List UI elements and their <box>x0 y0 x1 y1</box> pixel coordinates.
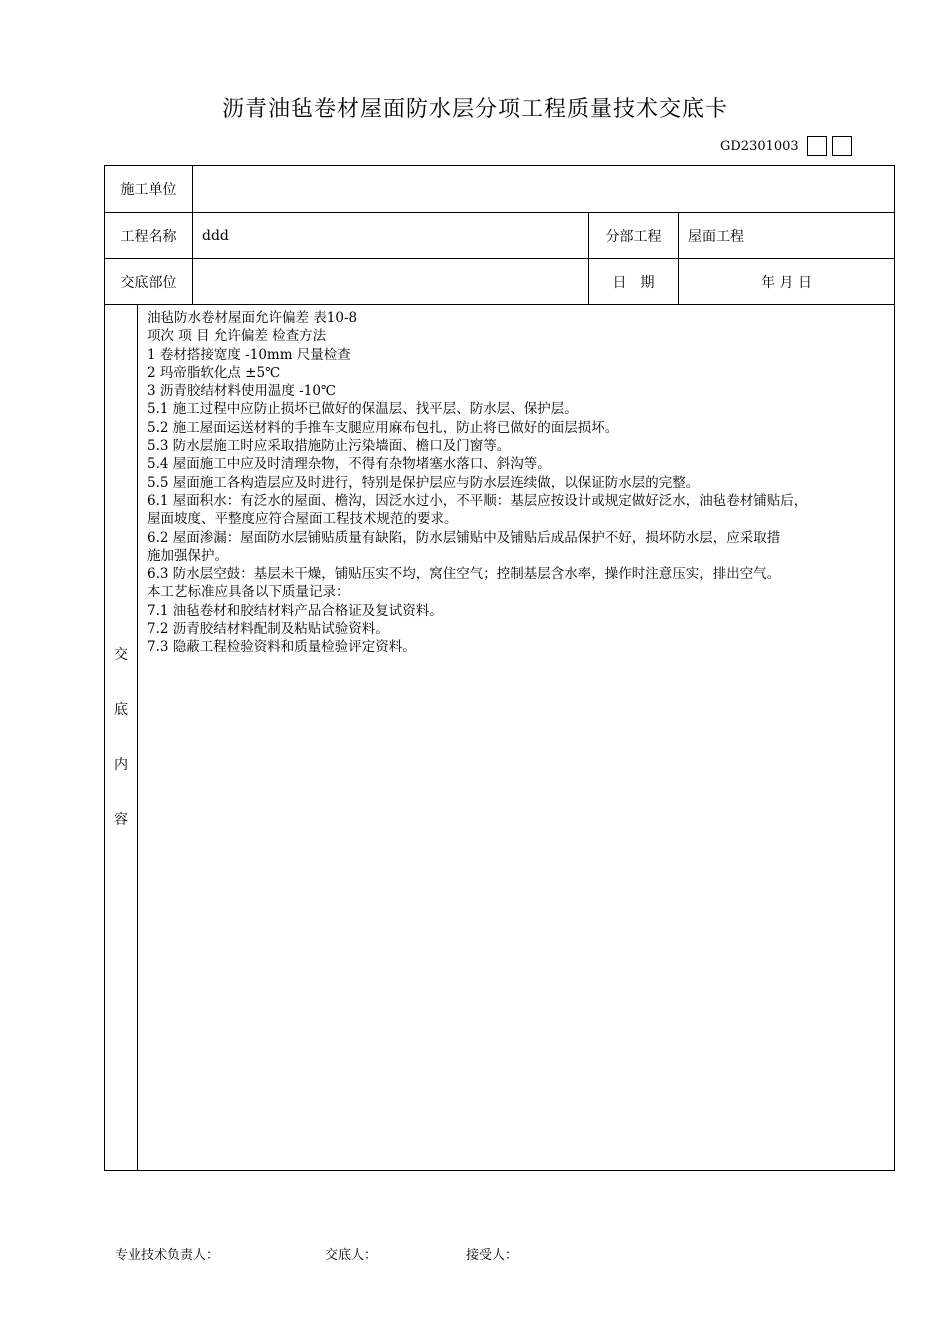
side-char-1: 交 <box>114 646 128 663</box>
content-line: 5.5 屋面施工各构造层应及时进行，特别是保护层应与防水层连续做，以保证防水层的完整。 <box>147 474 700 491</box>
content-line: 1 卷材搭接宽度 -10mm 尺量检查 <box>147 346 351 363</box>
content-side-label <box>105 305 138 1171</box>
code-box-2[interactable] <box>832 136 852 156</box>
content-line: 6.3 防水层空鼓：基层未干燥，铺贴压实不均，窝住空气；控制基层含水率，操作时注意压实，排出空气。 <box>147 566 781 583</box>
unit-value[interactable] <box>193 166 895 213</box>
page-title: 沥青油毡卷材屋面防水层分项工程质量技术交底卡 <box>221 97 728 122</box>
form-row-part <box>105 259 895 305</box>
content-line: 5.1 施工过程中应防止损坏已做好的保温层、找平层、防水层、保护层。 <box>147 401 578 418</box>
form-row-project <box>105 213 895 259</box>
date-label: 日 期 <box>589 259 679 305</box>
document-code-text: GD2301003 <box>720 138 799 154</box>
content-line: 屋面坡度、平整度应符合屋面工程技术规范的要求。 <box>147 511 458 528</box>
side-char-2: 底 <box>114 701 128 718</box>
disclosure-form <box>104 165 895 1171</box>
content-line: 施加强保护。 <box>147 547 228 564</box>
content-body[interactable] <box>138 305 895 1171</box>
form-row-content <box>105 305 895 1171</box>
content-line: 7.2 沥青胶结材料配制及粘贴试验资料。 <box>147 621 389 638</box>
tech-lead-signature[interactable]: 专业技术负责人： <box>115 1248 220 1263</box>
content-line: 项次 项 目 允许偏差 检查方法 <box>147 328 327 345</box>
part-value[interactable] <box>193 259 589 305</box>
unit-label: 施工单位 <box>105 166 193 213</box>
date-value[interactable]: 年 月 日 <box>679 259 895 305</box>
content-line: 2 玛帝脂软化点 ±5℃ <box>147 364 281 381</box>
code-box-1[interactable] <box>807 136 827 156</box>
project-label: 工程名称 <box>105 213 193 259</box>
sub-project-label: 分部工程 <box>589 213 679 259</box>
content-line: 6.1 屋面积水：有泛水的屋面、檐沟，因泛水过小，不平顺：基层应按设计或规定做好泛水，油毡卷材铺贴后， <box>147 492 808 509</box>
content-line: 5.4 屋面施工中应及时清理杂物，不得有杂物堵塞水落口、斜沟等。 <box>147 456 551 473</box>
receiver-signature[interactable]: 接受人： <box>466 1248 519 1263</box>
content-line: 油毡防水卷材屋面允许偏差 表10-8 <box>147 310 358 326</box>
part-label: 交底部位 <box>105 259 193 305</box>
document-code <box>720 136 852 156</box>
content-line: 6.2 屋面渗漏：屋面防水层铺贴质量有缺陷，防水层铺贴中及铺贴后成品保护不好，损坏防水层，应采取措 <box>147 529 781 546</box>
content-line: 7.3 隐蔽工程检验资料和质量检验评定资料。 <box>147 639 416 656</box>
content-line: 本工艺标准应具备以下质量记录： <box>147 584 350 601</box>
form-row-unit <box>105 166 895 213</box>
project-value[interactable]: ddd <box>193 213 589 259</box>
content-line: 7.1 油毡卷材和胶结材料产品合格证及复试资料。 <box>147 602 443 619</box>
sub-project-value[interactable]: 屋面工程 <box>679 213 895 259</box>
content-line: 3 沥青胶结材料使用温度 -10℃ <box>147 383 337 400</box>
content-line: 5.3 防水层施工时应采取措施防止污染墙面、檐口及门窗等。 <box>147 438 511 455</box>
side-char-3: 内 <box>114 756 128 773</box>
side-char-4: 容 <box>114 811 128 828</box>
discloser-signature[interactable]: 交底人： <box>325 1248 378 1263</box>
content-line: 5.2 施工屋面运送材料的手推车支腿应用麻布包扎，防止将已做好的面层损坏。 <box>147 419 619 436</box>
